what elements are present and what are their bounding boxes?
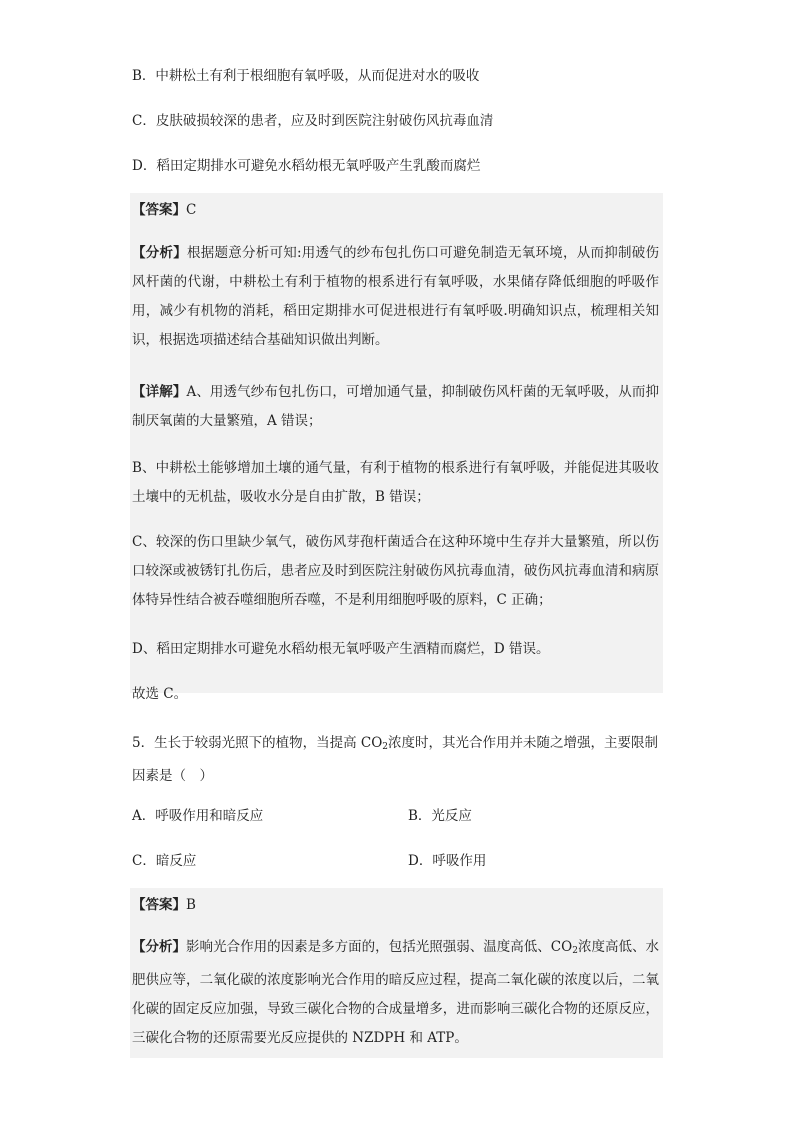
q4-detail-a-text: A、用透气纱布包扎伤口，可增加通气量，抑制破伤风杆菌的无氧呼吸，从而抑制厌氧菌的大量繁殖，A 错误； — [132, 384, 660, 429]
q5-answer — [132, 891, 659, 920]
q4-detail-a — [132, 378, 659, 436]
q4-option-d: D．稻田定期排水可避免水稻幼根无氧呼吸产生乳酸而腐烂 — [132, 158, 481, 174]
q5-option-d: D．呼吸作用 — [408, 853, 487, 869]
q4-analysis-tag: 【分析】 — [132, 245, 187, 261]
q4-answer-value: C — [186, 202, 197, 218]
q5-analysis-sub: 2 — [572, 946, 578, 956]
q4-answer-tag: 【答案】 — [132, 202, 186, 218]
q4-detail-tag: 【详解】 — [132, 384, 187, 400]
q4-solution-box — [130, 193, 663, 702]
q5-option-b: B．光反应 — [408, 808, 472, 824]
q5-analysis-part1: 影响光合作用的因素是多方面的，包括光照强弱、温度高低、CO — [186, 939, 573, 955]
q4-detail-b: B、中耕松土能够增加土壤的通气量，有利于植物的根系进行有氧呼吸，并能促进其吸收土壤中的无机盐，吸收水分是自由扩散，B 错误； — [132, 460, 659, 505]
q5-stem — [132, 729, 662, 791]
q5-solution-box — [130, 888, 663, 1058]
q5-option-c: C．暗反应 — [132, 853, 197, 869]
q4-option-b: B．中耕松土有利于根细胞有氧呼吸，从而促进对水的吸收 — [132, 68, 480, 84]
q4-analysis-text: 根据题意分析可知:用透气的纱布包扎伤口可避免制造无氧环境，从而抑制破伤风杆菌的代谢，中耕松土有利于植物的根系进行有氧呼吸，水果储存降低细胞的呼吸作用，减少有机物的消耗，稻田定期排水可促进根进行有氧呼吸.明确知识点，梳理相关知识，根据选项描述结合基础知识做出判断。 — [132, 245, 659, 348]
q4-analysis — [132, 239, 659, 355]
q4-conclusion: 故选 C。 — [132, 686, 188, 702]
q5-answer-value: B — [186, 897, 196, 913]
q5-analysis — [132, 933, 659, 1053]
q5-stem-sub: 2 — [382, 742, 389, 752]
q5-option-a: A．呼吸作用和暗反应 — [132, 808, 264, 824]
q5-answer-tag: 【答案】 — [132, 897, 186, 913]
q5-stem-part1: 5．生长于较弱光照下的植物，当提高 CO — [132, 735, 383, 751]
q4-answer — [132, 196, 659, 225]
q4-detail-c: C、较深的伤口里缺少氧气，破伤风芽孢杆菌适合在这种环境中生存并大量繁殖，所以伤口较深或被锈钉扎伤后，患者应及时到医院注射破伤风抗毒血清，破伤风抗毒血清和病原体特异性结合被吞噬细胞所吞噬，不是利用细胞呼吸的原料，C 正确； — [132, 534, 659, 608]
q5-analysis-tag: 【分析】 — [132, 939, 187, 955]
q5-stem-part2: 浓度时，其光合作用并未随之增强，主要限制因素是（ ） — [132, 735, 659, 784]
q5-analysis-part2: 浓度高低、水肥供应等，二氧化碳的浓度影响光合作用的暗反应过程，提高二氧化碳的浓度以后，二氧化碳的固定反应加强，导致三碳化合物的合成量增多，进而影响三碳化合物的还原反应，三碳化合物的还原需要光反应提供的 NZDPH 和 ATP。 — [132, 939, 660, 1046]
q4-detail-d: D、稻田定期排水可避免水稻幼根无氧呼吸产生酒精而腐烂，D 错误。 — [132, 641, 550, 657]
q4-option-c: C．皮肤破损较深的患者，应及时到医院注射破伤风抗毒血清 — [132, 113, 494, 129]
